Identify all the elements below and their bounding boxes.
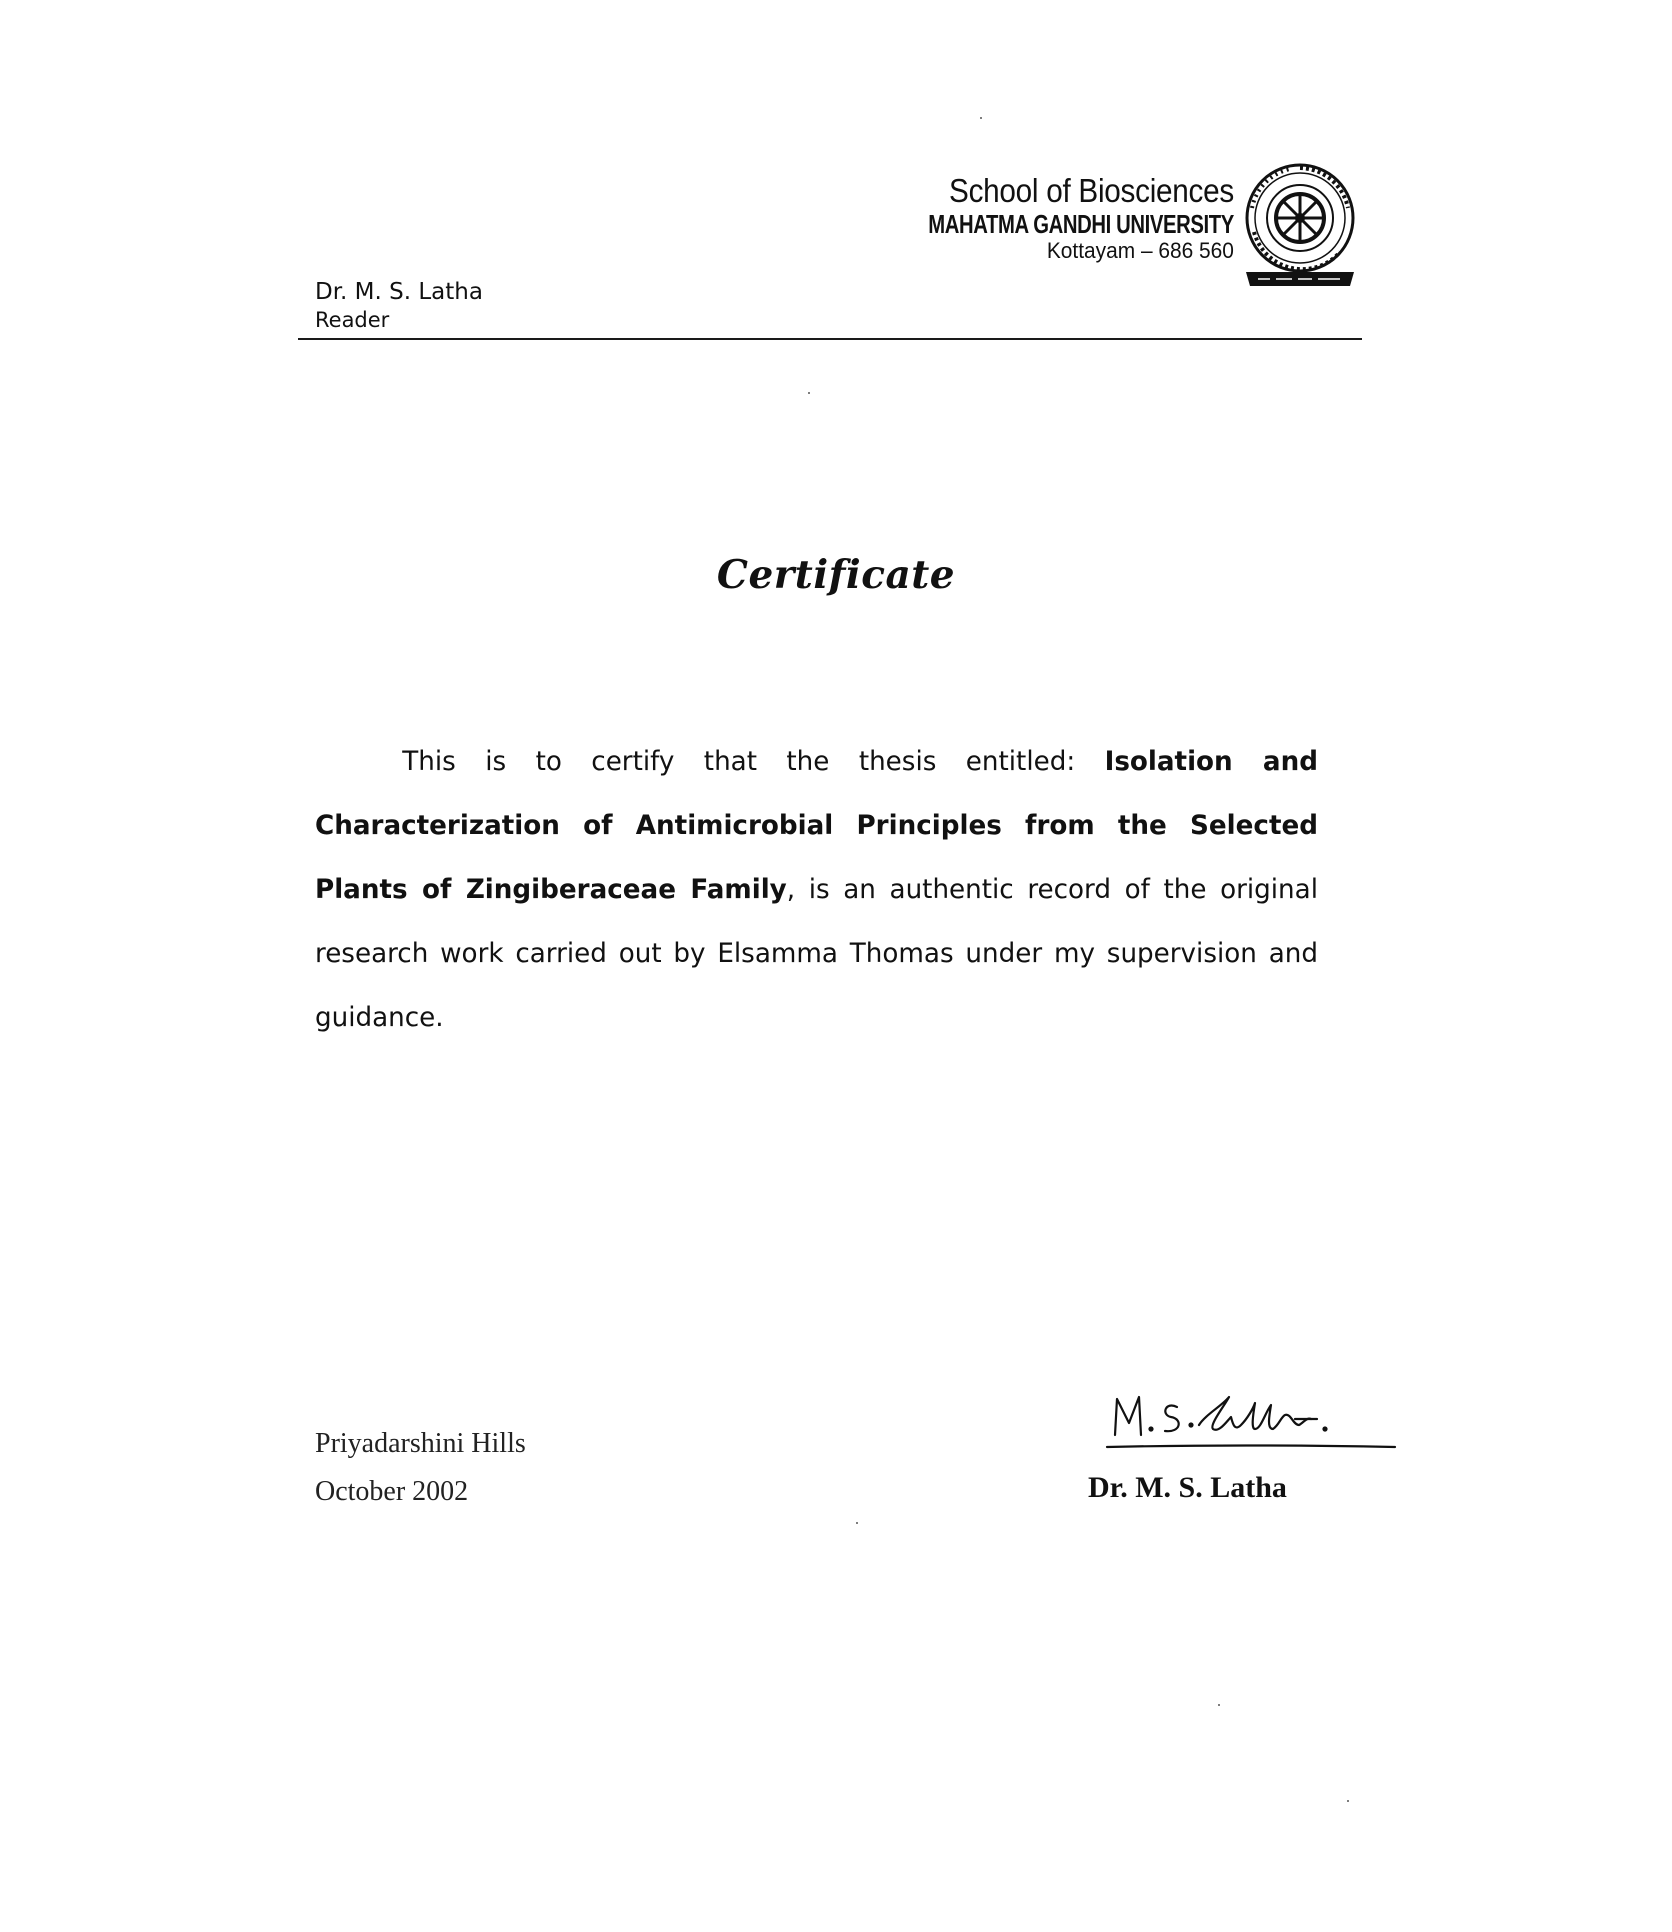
body-intro: This is to certify that the thesis entitled: [402,746,1105,777]
certificate-body [315,730,1318,1050]
school-name: School of Biosciences [949,172,1234,209]
scan-speck [1218,1704,1220,1706]
header-divider [298,338,1362,340]
place-date-block [315,1420,526,1516]
letterhead [842,172,1234,264]
signatory-name: Dr. M. S. Latha [1088,1471,1287,1504]
scan-speck [856,1522,858,1524]
author-block [315,278,483,334]
body-rest: , is an authentic record of the original research work carried out by Elsamma Thomas under my supervision and guidance. [315,874,1318,1033]
page-title: Certificate [716,552,956,598]
city-address: Kottayam – 686 560 [1046,238,1234,263]
scan-speck [808,392,810,394]
scan-speck [980,117,982,119]
scan-speck [1347,1800,1349,1802]
university-seal-icon [1240,160,1360,292]
date: October 2002 [315,1476,469,1507]
handwritten-signature [1095,1385,1405,1455]
author-role: Reader [315,308,390,332]
thesis-title: Isolation and Characterization of Antimicrobial Principles from the Selected Plants of Zingiberaceae Family [315,746,1318,905]
author-name: Dr. M. S. Latha [315,279,483,305]
place: Priyadarshini Hills [315,1428,526,1459]
university-name: MAHATMA GANDHI UNIVERSITY [928,209,1234,239]
